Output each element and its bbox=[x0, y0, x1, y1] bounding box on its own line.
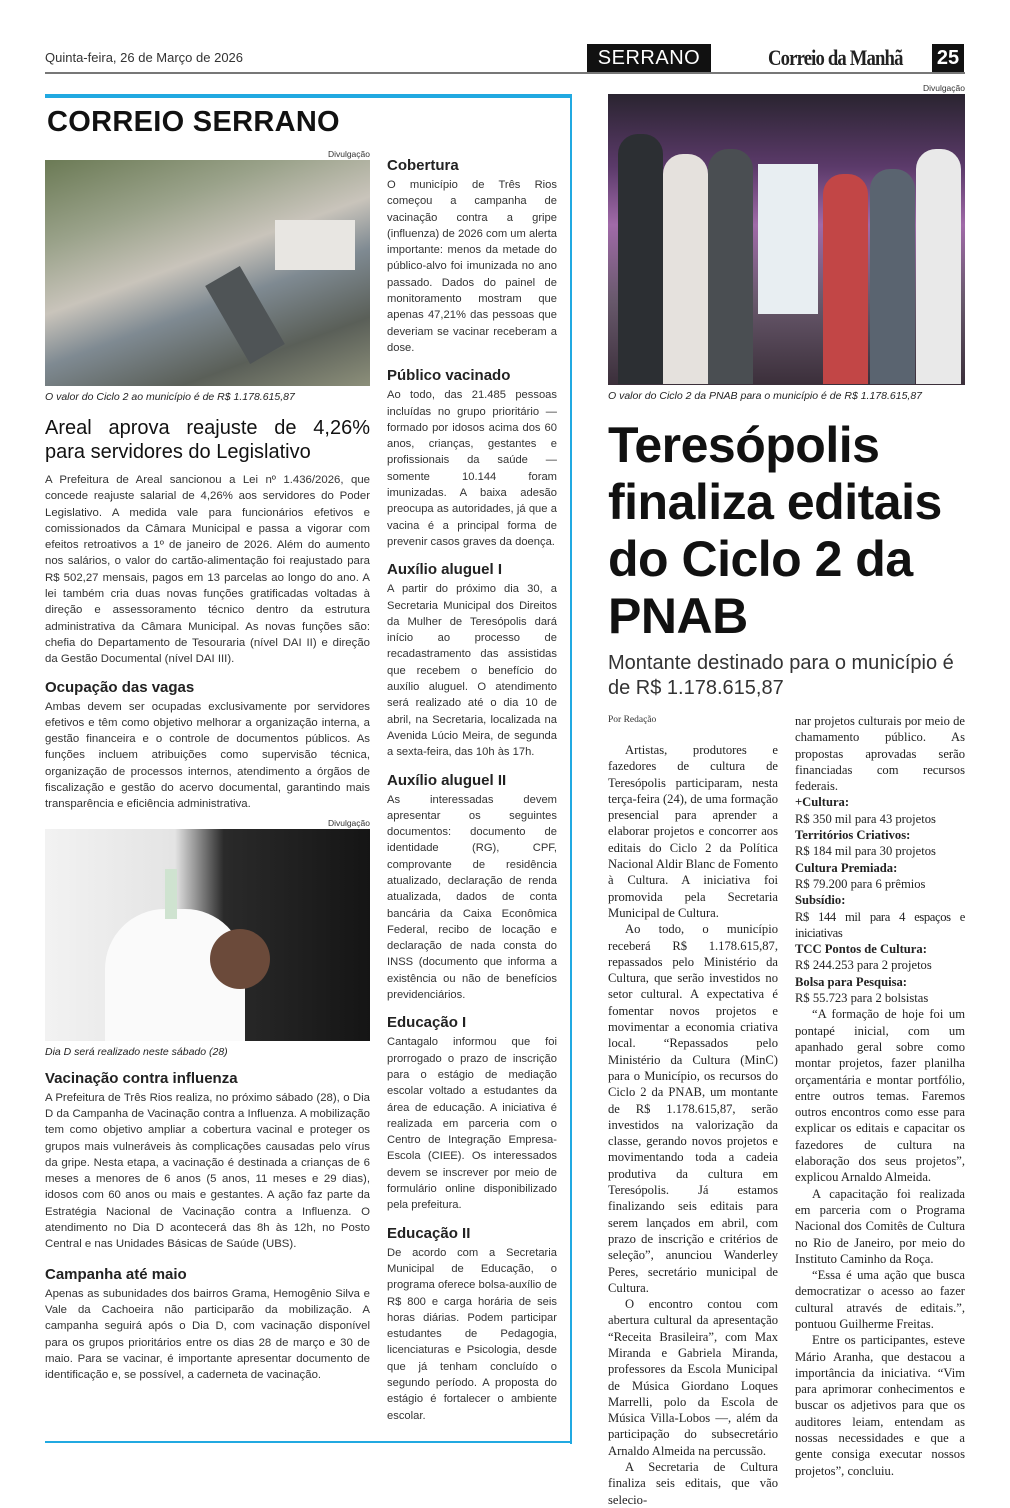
edital-value: R$ 244.253 para 2 projetos bbox=[795, 958, 932, 973]
article-body: A Prefeitura de Três Rios realiza, no próximo sábado (28), o Dia D da Campanha de Vacinação contra a Influenza. A mobilização tem como objetivo ampliar a cobertura vacinal e proteger os grupos mais vulneráveis às complicações causadas pelo vírus da gripe. Nesta etapa, a vacinação é destinada a crianças de 6 meses a menores de 6 anos (5 anos, 11 meses e 29 dias), idosos com 60 anos ou mais e gestantes. A ação faz parte da Estratégia Nacional de Vacinação contra a Influenza. O atendimento no Dia D acontecerá das 8h às 12h, no Posto Central e nas Unidades Básicas de Saúde (UBS). bbox=[45, 1091, 370, 1251]
article-headline: Areal aprova reajuste de 4,26% para servidores do Legislativo bbox=[45, 417, 370, 463]
edital-name: TCC Pontos de Cultura: bbox=[795, 942, 927, 957]
paragraph: nar projetos culturais por meio de chamamento público. As propostas aprovadas serão financiadas com recursos federais. bbox=[795, 714, 965, 794]
article-body: A Prefeitura de Areal sancionou a Lei nº 1.436/2026, que concede reajuste salarial de 4,26% aos servidores do Poder Legislativo. A medida vale para funcionários efetivos e comissionados da Câmara Municipal e passa a vigorar com efeitos retroativos a 1º de janeiro de 2026. Além do aumento nos salários, o valor do cartão-alimentação foi reajustado para R$ 502,27 mensais, pagos em 13 parcelas ao longo do ano. A lei também cria duas novas funções gratificadas voltadas à direção e assessoramento técnico dentro da estrutura administrativa da Câmara Municipal. As novas funções são: chefia do Departamento de Tesouraria (nível DAI II) e direção da Gestão Documental (nível DAI III). bbox=[45, 474, 370, 666]
editais-list bbox=[795, 794, 965, 1006]
note-body: Cantagalo informou que foi prorrogado o prazo de inscrição para o estágio de mediação escolar voltado a estudantes da área de educação. A iniciativa é realizada em parceria com o Centro de Integração Empresa-Escola (CIEE). Os interessados devem se inscrever por meio de formulário online disponibilizado pela prefeitura. bbox=[387, 1036, 557, 1212]
paragraph: A Secretaria de Cultura finaliza seis editais, que vão selecio- bbox=[608, 1460, 778, 1507]
paragraph: “A formação de hoje foi um pontapé inicial, com um apanhado geral sobre como montar projetos, fazer planilha orçamentária e montar portfólio, entre outros temas. Faremos outros encontros como esse para explicar os editais e capacitar os fazedores de cultura na elaboração dos seus projetos”, explicou Arnaldo Almeida. bbox=[795, 1007, 965, 1185]
photo-caption: Dia D será realizado neste sábado (28) bbox=[45, 1045, 228, 1058]
note-body: De acordo com a Secretaria Municipal de Educação, o programa oferece bolsa-auxílio de R$ 800 e carga horária de seis horas diárias. Podem participar estudantes de Pedagogia, licenciaturas e Psicologia, desde que já tenham concluído o segundo período. A proposta do estágio é fortalecer o ambiente escolar. bbox=[387, 1246, 557, 1422]
paragraph: Artistas, produtores e fazedores de cultura de Teresópolis participaram, nesta terça-feira (24), de uma formação presencial para aprender a elaborar projetos e concorrer aos editais do Ciclo 2 da Política Nacional Aldir Blanc de Fomento à Cultura. A iniciativa foi promovida pela Secretaria Municipal de Cultura. bbox=[608, 743, 778, 920]
subheadline: Montante destinado para o município é de R$ 1.178.615,87 bbox=[608, 652, 954, 699]
edital-value: R$ 184 mil para 30 projetos bbox=[795, 844, 936, 859]
note-body: Ao todo, das 21.485 pessoas incluídas no grupo prioritário — formado por idosos acima dos 60 anos, crianças, gestantes e profissionais da saúde — somente 10.144 foram imunizadas. A baixa adesão preocupa as autoridades, já que a vacina é a principal forma de prevenir casos graves da doença. bbox=[387, 389, 557, 548]
aerial-town-photo bbox=[45, 160, 370, 386]
photo-credit: Divulgação bbox=[327, 149, 370, 159]
photo-credit: Divulgação bbox=[922, 83, 965, 93]
edital-value: R$ 55.723 para 2 bolsistas bbox=[795, 991, 929, 1006]
edital-name: Bolsa para Pesquisa: bbox=[795, 974, 907, 989]
note-heading: Cobertura bbox=[387, 157, 459, 174]
paragraph: Entre os participantes, esteve Mário Aranha, que destacou a importância da iniciativa. “Vim para aprimorar conhecimentos e buscar os adjetivos para que os auditores leiam, entendam as nossas necessidades e que a gente consiga executar nossos projetos”, concluiu. bbox=[795, 1333, 965, 1478]
edital-value: R$ 79.200 para 6 prêmios bbox=[795, 876, 926, 891]
edital-name: Subsídio: bbox=[795, 893, 846, 908]
photo-caption: O valor do Ciclo 2 da PNAB para o município é de R$ 1.178.615,87 bbox=[608, 390, 923, 402]
paragraph: “Essa é uma ação que busca democratizar o acesso ao fazer cultural através de editais.”, pontuou Guilherme Freitas. bbox=[795, 1268, 965, 1331]
byline: Por Redação bbox=[608, 715, 657, 725]
notes-column bbox=[387, 146, 557, 1424]
section-label: SERRANO bbox=[587, 44, 711, 72]
newspaper-logo: Correio da Manhã bbox=[768, 45, 903, 70]
vaccination-photo bbox=[45, 829, 370, 1041]
main-headline: Teresópolis finaliza editais do Ciclo 2 da PNAB bbox=[608, 417, 942, 644]
article-col-2 bbox=[795, 713, 965, 1508]
left-column bbox=[45, 148, 370, 1383]
article-areal bbox=[45, 416, 370, 813]
page-number: 25 bbox=[932, 44, 964, 72]
edital-name: Territórios Criativos: bbox=[795, 828, 911, 843]
note-heading: Educação II bbox=[387, 1224, 471, 1242]
article-influenza bbox=[45, 1069, 370, 1384]
box-border-bottom bbox=[45, 1441, 572, 1443]
note-body: O município de Três Rios começou a campanha de vacinação contra a gripe (influenza) de 2026 com um alerta importante: menos da metade do público-alvo foi imunizada no ano passado. Dados do painel de monitoramento mostram que apenas 47,21% das pessoas que deveriam se vacinar receberam a dose. bbox=[387, 179, 557, 354]
paragraph: A capacitação foi realizada em parceria com o Programa Nacional dos Comitês de Cultura no Rio de Janeiro, por meio do Instituto Caminho da Roça. bbox=[795, 1186, 965, 1266]
paragraph: O encontro contou com abertura cultural da apresentação “Receita Brasileira”, com Max Miranda e Gabriela Miranda, professores da Escola Municipal de Música Giordano Loques Marrelli, polo da Escola de Música Villa-Lobos —, além da participação do subsecretário Arnaldo Almeida na percussão. bbox=[608, 1297, 778, 1458]
article-body: Apenas as subunidades dos bairros Grama, Hemogênio Silva e Vale da Cachoeira não participarão da mobilização. A campanha seguirá após o Dia D, com vacinação disponível para os grupos prioritários entre os dias 28 de março e 30 de maio. Para se vacinar, é importante apresentar documento de identificação e, se possível, a caderneta de vacinação. bbox=[45, 1287, 370, 1382]
note-heading: Educação I bbox=[387, 1014, 467, 1032]
note-body: As interessadas devem apresentar os seguintes documentos: documento de identidade (RG), CPF, comprovante de residência atualizado, declaração de renda atualizada, dados de conta bancária da Caixa Econômica Federal, recibo de locação e declaração de nada consta do INSS (documento que informa a existência ou não de benefícios previdenciários. bbox=[387, 793, 557, 1002]
section-title: CORREIO SERRANO bbox=[47, 106, 340, 138]
note-heading: Auxílio aluguel II bbox=[387, 771, 507, 789]
group-photo bbox=[608, 94, 965, 385]
photo-credit: Divulgação bbox=[327, 817, 370, 828]
article-col-1 bbox=[608, 713, 778, 1508]
edital-value: R$ 144 mil para 4 espaços e iniciativas bbox=[795, 909, 965, 940]
article-body: Ambas devem ser ocupadas exclusivamente por servidores efetivos e têm como objetivo melhorar a organização interna, a gestão financeira e o controle de documentos públicos. As funções incluem atribuições como supervisão técnica, organização de processos internos, atendimento a órgãos de fiscalização e gestão do acervo documental, garantindo mais transparência e eficiência administrativa. bbox=[45, 700, 370, 811]
subheading: Campanha até maio bbox=[45, 1265, 187, 1283]
box-border-top bbox=[45, 94, 572, 98]
box-border-right bbox=[570, 94, 572, 1444]
article-body-columns bbox=[608, 713, 965, 1508]
note-heading: Público vacinado bbox=[387, 367, 511, 385]
edital-value: R$ 350 mil para 43 projetos bbox=[795, 811, 936, 826]
subheading: Vacinação contra influenza bbox=[45, 1069, 238, 1087]
photo-caption: O valor do Ciclo 2 ao município é de R$ 1.178.615,87 bbox=[45, 391, 295, 403]
paragraph: Ao todo, o município receberá R$ 1.178.615,87, repassados pelo Ministério da Cultura, que serão investidos no setor cultural. A expectativa é fomentar novos projetos e movimentar a economia criativa local. “Repassados pelo Ministério da Cultura (MinC) para o Município, os recursos do Ciclo 2 da PNAB, um montante de R$ 1.178.615,87, serão investidos na valorização da classe, gerando novos projetos e movimentando toda a cadeia produtiva da cultura em Teresópolis. Já estamos finalizando seis editais para serem lançados em abril, com prazo de inscrição e critérios de seleção”, anunciou Wanderley Peres, secretário municipal de Cultura. bbox=[608, 922, 778, 1295]
header-rule bbox=[45, 72, 965, 74]
right-column bbox=[608, 82, 965, 1508]
edition-date: Quinta-feira, 26 de Março de 2026 bbox=[45, 50, 244, 65]
note-body: A partir do próximo dia 30, a Secretaria Municipal dos Direitos da Mulher de Teresópolis dará início ao processo de recadastramento das assistidas que recebem o benefício do auxílio aluguel. O atendimento será realizado até o dia 10 de abril, na Secretaria, localizada na Avenida Lúcio Meira, de segunda a sexta-feira, das 10h às 17h. bbox=[387, 583, 557, 759]
note-heading: Auxílio aluguel I bbox=[387, 561, 503, 579]
subheading: Ocupação das vagas bbox=[45, 678, 195, 696]
edital-name: Cultura Premiada: bbox=[795, 860, 898, 875]
edital-name: +Cultura: bbox=[795, 795, 850, 810]
